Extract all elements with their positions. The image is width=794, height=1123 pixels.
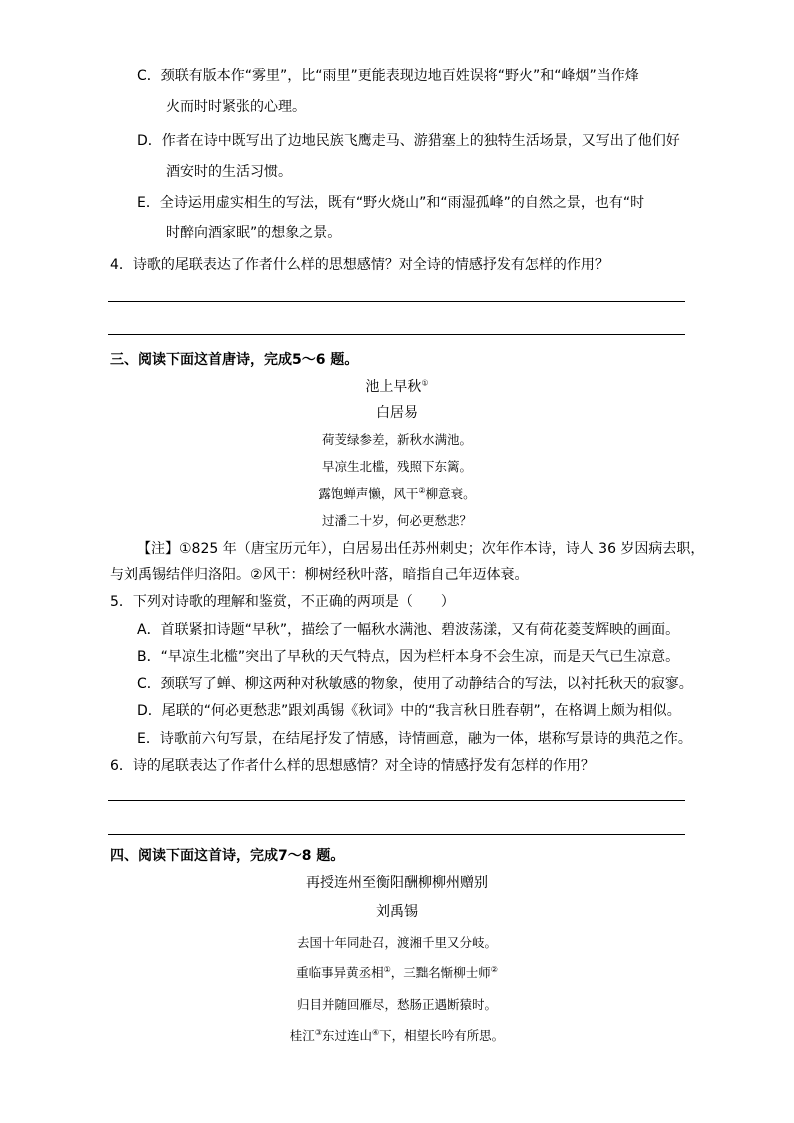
poem-line: 早凉生北槛，残照下东篱。 — [321, 459, 472, 474]
option-b: B．“早凉生北槛”突出了早秋的天气特点，因为栏杆本身不会生凉，而是天气已生凉意。 — [137, 649, 680, 665]
option-c-line1: C．颈联有版本作“雾里”，比“雨里”更能表现边地百姓误将“野火”和“峰烟”当作烽 — [137, 68, 639, 84]
footnote-marker: ② — [490, 964, 498, 974]
answer-line — [108, 334, 685, 335]
option-e-line1: E．全诗运用虚实相生的写法，既有“野火烧山”和“雨湿孤峰”的自然之景，也有“时 — [137, 195, 645, 211]
poem-notes-line1: 【注】①825 年（唐宝历元年），白居易出任苏州刺史；次年作本诗，诗人 36 岁因病去职， — [137, 541, 705, 557]
option-e-line2: 时醉向酒家眠”的想象之景。 — [166, 225, 342, 241]
poem-notes-line2: 与刘禹锡结伴归洛阳。②风干：柳树经秋叶落，暗指自己年迈体衰。 — [110, 567, 529, 583]
answer-line — [108, 301, 685, 302]
footnote-marker: ① — [421, 378, 429, 388]
poem-line: 去国十年同赴召，渡湘千里又分岐。 — [296, 935, 497, 950]
poem-title: 再授连州至衡阳酬柳柳州赠别 — [306, 875, 488, 891]
option-c: C．颈联写了蝉、柳这两种对秋敏感的物象，使用了动静结合的写法，以衬托秋天的寂寥。 — [137, 676, 693, 692]
footnote-marker: ④ — [372, 1027, 380, 1037]
question-6: 6．诗的尾联表达了作者什么样的思想感情？对全诗的情感抒发有怎样的作用？ — [110, 758, 595, 774]
answer-line — [108, 800, 685, 801]
footnote-marker: ① — [383, 964, 391, 974]
poem-line: 桂江③东过连山④下，相望长吟有所思。 — [289, 1027, 505, 1043]
footnote-marker: ③ — [314, 1027, 322, 1037]
poem-line: 过潘二十岁，何必更愁悲？ — [321, 513, 472, 528]
option-d-line1: D．作者在诗中既写出了边地民族飞鹰走马、游猎塞上的独特生活场景，又写出了他们好 — [137, 133, 680, 149]
poem-line: 重临事异黄丞相①，三黜名惭柳士师② — [296, 964, 498, 980]
section-3-heading: 三、阅读下面这首唐诗，完成5～6 题。 — [110, 352, 359, 368]
answer-line — [108, 834, 685, 835]
poem-line: 归目并随回雁尽，愁肠正遇断猿时。 — [296, 997, 497, 1012]
option-d-line2: 酒安时的生活习惯。 — [166, 164, 292, 180]
poem-author: 刘禹锡 — [376, 904, 418, 920]
question-5: 5．下列对诗歌的理解和鉴赏，不正确的两项是（ ） — [110, 594, 455, 610]
poem-author: 白居易 — [376, 405, 418, 421]
footnote-marker: ② — [418, 485, 426, 495]
question-4: 4．诗歌的尾联表达了作者什么样的思想感情？对全诗的情感抒发有怎样的作用？ — [110, 257, 609, 273]
option-e: E．诗歌前六句写景，在结尾抒发了情感，诗情画意，融为一体，堪称写景诗的典范之作。 — [137, 731, 692, 747]
option-a: A．首联紧扣诗题“早秋”，描绘了一幅秋水满池、碧波荡漾，又有荷花菱芰辉映的画面。 — [137, 622, 680, 638]
poem-line: 荷芰绿参差，新秋水满池。 — [321, 432, 472, 447]
option-d: D．尾联的“何必更愁悲”跟刘禹锡《秋词》中的“我言秋日胜春朝”，在格调上颇为相似。 — [137, 703, 681, 719]
section-4-heading: 四、阅读下面这首诗，完成7～8 题。 — [110, 848, 345, 864]
option-c-line2: 火而时时紧张的心理。 — [166, 99, 306, 115]
poem-line: 露饱蝉声懒，风干②柳意衰。 — [318, 485, 476, 501]
poem-title: 池上早秋① — [365, 378, 429, 395]
